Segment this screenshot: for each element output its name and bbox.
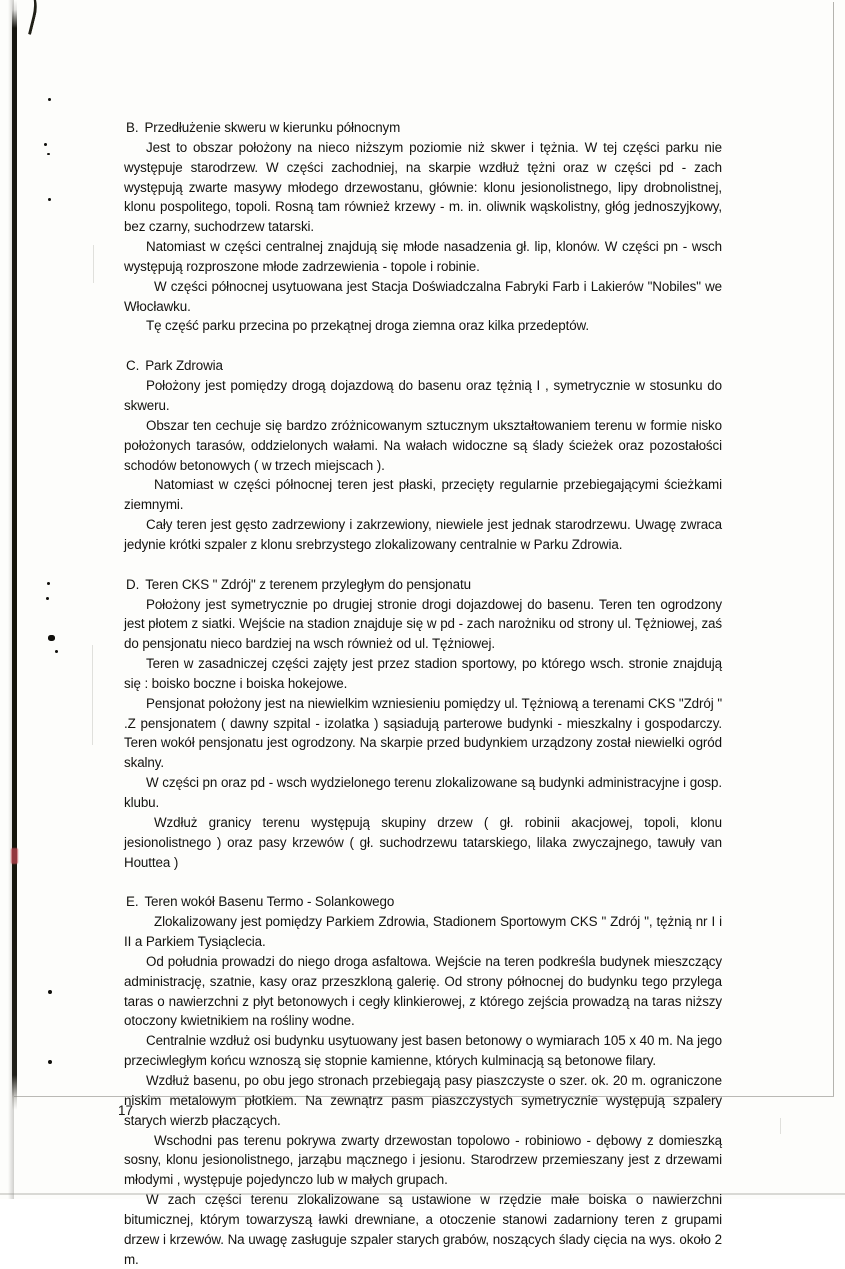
- dust-speck: [48, 635, 55, 641]
- paragraph: Od południa prowadzi do niego droga asfaltowa. Wejście na teren podkreśla budynek mieszczący administrację, szatnie, kasy oraz przeszkloną galerię. Od strony północnej do budynku tego przylega taras o nawierzchni z płyt betonowych i cegły klinkierowej, z którego zejścia prowadzą na taras niższy otoczony kwietnikiem na rośliny wodne.: [124, 953, 722, 1029]
- page-right-border: [833, 2, 834, 1096]
- scan-left-edge-artifact: [12, 0, 17, 1199]
- section-spacer: [124, 555, 722, 575]
- dust-speck: [48, 990, 52, 994]
- dust-speck: [48, 98, 51, 101]
- page-number: 17: [118, 1103, 133, 1118]
- section-heading-c: [126, 356, 722, 376]
- document-body: [124, 118, 722, 1269]
- paragraph: Wschodni pas terenu pokrywa zwarty drzewostan topolowo - robiniowo - dębowy z domieszką sosny, klonu jesionolistnego, jarząbu mącznego i jesionu. Starodrzew przemieszany jest z drzewami młodymi , występuje pojedynczo lub w małych grupach.: [124, 1132, 722, 1188]
- dust-speck: [47, 582, 50, 585]
- section-spacer: [124, 872, 722, 892]
- paragraph: Centralnie wzdłuż osi budynku usytuowany jest basen betonowy o wymiarach 105 x 40 m. Na jego przeciwległym końcu wznoszą się stopnie kamienne, których kulminacją są betonowe filary.: [124, 1033, 722, 1069]
- paragraph: Teren w zasadniczej części zajęty jest przez stadion sportowy, po którego wsch. stronie znajdują się : boisko boczne i boiska hokejowe.: [124, 656, 722, 691]
- red-ink-smudge-artifact: [11, 848, 18, 864]
- section-letter-c: C.: [126, 358, 140, 374]
- paragraph: Natomiast w części północnej teren jest płaski, przecięty regularnie przebiegającymi ścieżkami ziemnymi.: [124, 477, 722, 513]
- paragraph: W zach części terenu zlokalizowane są ustawione w rzędzie małe boiska o nawierzchni bitumicznej, którym towarzyszą ławki drewniane, a otoczenie stanowi zadarniony teren z grupami drzew i krzewów. Na uwagę zasługuje szpaler starych grabów, noszących ślady cięcia na wys. około 2 m.: [124, 1192, 722, 1267]
- dust-speck: [44, 143, 47, 146]
- paragraph: Położony jest pomiędzy drogą dojazdową do basenu oraz tężnią I , symetrycznie w stosunku do skweru.: [124, 378, 722, 413]
- paragraph: Położony jest symetrycznie po drugiej stronie drogi dojazdowej do basenu. Teren ten ogrodzony jest płotem z siatki. Wejście na stadion znajduje się w pd - zach narożniku od strony ul. Tężniowej, zaś do pensjonatu nieco bardziej na wsch również od ul. Tężniowej.: [124, 596, 722, 652]
- paragraph: Zlokalizowany jest pomiędzy Parkiem Zdrowia, Stadionem Sportowym CKS " Zdrój ", tężnią nr I i II a Parkiem Tysiąclecia.: [124, 914, 722, 950]
- paragraph: Natomiast w części centralnej znajdują się młode nasadzenia gł. lip, klonów. W części pn - wsch występują rozproszone młode zadrzewienia - topole i robinie.: [124, 239, 722, 274]
- section-letter-e: E.: [126, 894, 139, 910]
- scan-streak: [92, 645, 93, 745]
- section-title-b: Przedłużenie skweru w kierunku północnym: [144, 120, 401, 135]
- paragraph: Jest to obszar położony na nieco niższym poziomie niż skwer i tężnia. W tej części parku nie występuje starodrzew. W części zachodniej, na skarpie wzdłuż tężni oraz w części pd - zach występują zwarte masywy młodego drzewostanu, głównie: klonu jesionolistnego, lipy drobnolistnej, klonu pospolitego, topoli. Rosną tam również krzewy - m. in. oliwnik wąskolistny, głóg jednoszyjkowy, bez czarny, suchodrzew tatarski.: [124, 139, 722, 235]
- section-title-d: Teren CKS " Zdrój" z terenem przyległym do pensjonatu: [145, 576, 471, 592]
- dust-speck: [48, 198, 51, 201]
- section-heading-e: [126, 892, 722, 912]
- section-title-e: Teren wokół Basenu Termo - Solankowego: [144, 894, 395, 910]
- paragraph: Wzdłuż basenu, po obu jego stronach przebiegają pasy piaszczyste o szer. ok. 20 m. ograniczone niskim metalowym płotkiem. Na zewnątrz pasm piaszczystych symetrycznie występują szpalery starych wierzb płaczących.: [124, 1072, 722, 1128]
- dust-speck: [48, 1060, 52, 1064]
- section-spacer: [124, 336, 722, 356]
- section-letter-d: D.: [126, 576, 140, 592]
- section-title-c: Park Zdrowia: [145, 358, 223, 374]
- scan-corner-curl-artifact: [6, 0, 42, 52]
- paragraph: Tę część parku przecina po przekątnej droga ziemna oraz kilka przedeptów.: [146, 318, 590, 334]
- paragraph: W części pn oraz pd - wsch wydzielonego terenu zlokalizowane są budynki administracyjne i gosp. klubu.: [124, 775, 722, 810]
- dust-speck: [47, 153, 50, 155]
- section-heading-d: [126, 575, 722, 595]
- paragraph: Wzdłuż granicy terenu występują skupiny drzew ( gł. robinii akacjowej, topoli, klonu jesionolistnego ) oraz pasy krzewów ( gł. suchodrzewu tatarskiego, lilaka zwyczajnego, tawuły van Houttea ): [124, 814, 722, 870]
- section-heading-b: [126, 118, 722, 138]
- paragraph: Cały teren jest gęsto zadrzewiony i zakrzewiony, niewiele jest jednak starodrzewu. Uwagę zwraca jedynie krótki szpaler z klonu srebrzystego zlokalizowany centralnie w Parku Zdrowia.: [124, 517, 722, 552]
- paragraph: Obszar ten cechuje się bardzo zróżnicowanym sztucznym ukształtowaniem terenu w formie nisko położonych tarasów, oddzielonych wałami. Na wałach widoczne są ślady ścieżek oraz pozostałości schodów betonowych ( w trzech miejscach ).: [124, 417, 722, 473]
- dust-speck: [46, 597, 49, 600]
- scan-streak: [780, 1118, 781, 1134]
- dust-speck: [55, 650, 58, 653]
- section-letter-b: B.: [126, 120, 139, 135]
- paragraph: W części północnej usytuowana jest Stacja Doświadczalna Fabryki Farb i Lakierów "Nobiles" we Włocławku.: [124, 278, 722, 314]
- paragraph: Pensjonat położony jest na niewielkim wzniesieniu pomiędzy ul. Tężniową a terenami CKS "Zdrój " .Z pensjonatem ( dawny szpital - izolatka ) sąsiadują parterowe budynki - mieszkalny i gospodarczy. Teren wokół pensjonatu jest ogrodzony. Na skarpie przed budynkiem urządzony został niewielki ogród skalny.: [124, 695, 722, 771]
- scan-streak: [93, 245, 94, 283]
